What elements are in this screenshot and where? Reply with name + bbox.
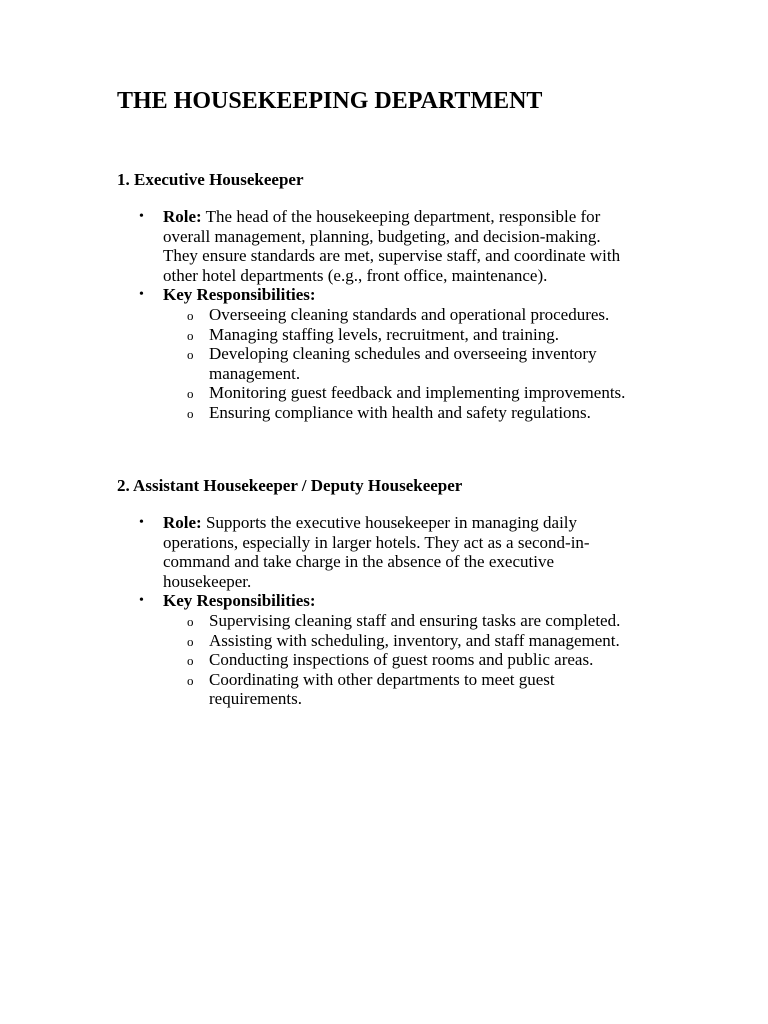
role-line xyxy=(163,207,677,227)
document-title: THE HOUSEKEEPING DEPARTMENT xyxy=(117,88,543,114)
section-executive-housekeeper xyxy=(117,170,677,423)
list-item-text: Ensuring compliance with health and safety regulations. xyxy=(209,402,591,422)
list-item-text: Developing cleaning schedules and overseeing inventory xyxy=(209,344,597,364)
section-heading: 1. Executive Housekeeper xyxy=(117,170,304,189)
list-item xyxy=(163,650,677,670)
bullet-icon: • xyxy=(139,287,144,303)
role-line: They ensure standards are met, supervise staff, and coordinate with xyxy=(163,246,621,266)
list-item xyxy=(163,305,677,325)
bullet-icon: • xyxy=(139,515,144,530)
list-item-text: Conducting inspections of guest rooms and public areas. xyxy=(209,650,594,670)
list-item-text: Assisting with scheduling, inventory, and staff management. xyxy=(209,630,620,650)
responsibilities-item xyxy=(117,285,677,422)
list-item xyxy=(163,383,677,403)
list-item xyxy=(163,403,677,423)
responsibilities-label: Key Responsibilities: xyxy=(163,285,316,305)
list-item xyxy=(163,325,677,345)
circle-bullet-icon: o xyxy=(187,307,194,323)
list-item xyxy=(163,344,677,383)
bullet-icon: • xyxy=(139,593,144,609)
list-item-text: management. xyxy=(209,363,301,383)
role-text: Supports the executive housekeeper in managing daily xyxy=(205,513,578,532)
list-item-text: Overseeing cleaning standards and operational procedures. xyxy=(209,304,610,324)
list-item-text: Supervising cleaning staff and ensuring tasks are completed. xyxy=(209,610,621,630)
bullet-icon: • xyxy=(139,209,144,224)
role-item xyxy=(117,513,677,591)
list-item-text: Managing staffing levels, recruitment, and training. xyxy=(209,324,559,344)
role-line: overall management, planning, budgeting, and decision-making. xyxy=(163,226,601,246)
section-assistant-housekeeper xyxy=(117,476,677,709)
role-line: command and take charge in the absence of the executive xyxy=(163,552,554,572)
role-label: Role: xyxy=(163,513,202,532)
role-line: housekeeper. xyxy=(163,571,252,591)
section-bullet-list xyxy=(117,207,677,423)
responsibilities-label: Key Responsibilities: xyxy=(163,591,316,611)
list-item xyxy=(163,611,677,631)
responsibilities-list xyxy=(163,611,677,709)
role-item xyxy=(117,207,677,285)
circle-bullet-icon: o xyxy=(187,613,194,629)
circle-bullet-icon: o xyxy=(187,405,194,421)
role-label: Role: xyxy=(163,207,202,226)
role-line: other hotel departments (e.g., front office, maintenance). xyxy=(163,265,548,285)
circle-bullet-icon: o xyxy=(187,633,194,649)
section-bullet-list xyxy=(117,513,677,709)
circle-bullet-icon: o xyxy=(187,327,194,343)
responsibilities-list xyxy=(163,305,677,423)
circle-bullet-icon: o xyxy=(187,653,194,669)
role-line xyxy=(163,513,677,533)
section-heading: 2. Assistant Housekeeper / Deputy Housekeeper xyxy=(117,476,463,495)
list-item xyxy=(163,631,677,651)
list-item-text: Coordinating with other departments to meet guest xyxy=(209,669,555,689)
circle-bullet-icon: o xyxy=(187,672,194,688)
role-text: The head of the housekeeping department, responsible for xyxy=(205,207,601,226)
role-line: operations, especially in larger hotels. They act as a second-in- xyxy=(163,532,590,552)
circle-bullet-icon: o xyxy=(187,347,194,363)
list-item-text: Monitoring guest feedback and implementing improvements. xyxy=(209,383,626,403)
list-item xyxy=(163,670,677,709)
circle-bullet-icon: o xyxy=(187,386,194,402)
responsibilities-item xyxy=(117,591,677,709)
list-item-text: requirements. xyxy=(209,689,302,709)
